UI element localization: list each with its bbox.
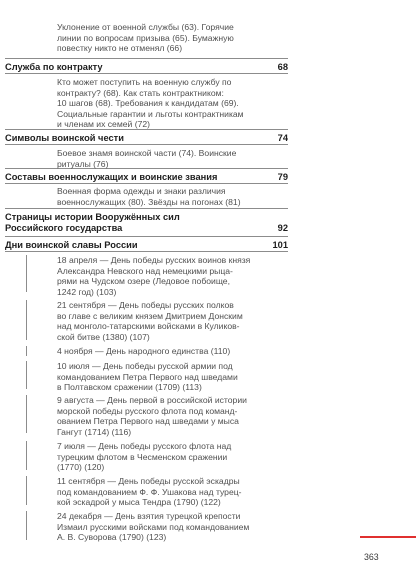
toc-subentry-line: морской победы русского флота под команд- [57, 405, 238, 416]
toc-subentry-line: под командованием Ф. Ф. Ушакова над турец- [57, 486, 242, 497]
toc-subentry[interactable] [30, 361, 288, 393]
divider-rule [5, 144, 288, 145]
toc-subentry-line: Кто может поступить на военную службу по [57, 77, 232, 87]
toc-subentry-line: в Полтавском сражении (1709) (113) [57, 382, 202, 393]
toc-subentry[interactable] [30, 186, 288, 207]
divider-rule [5, 58, 288, 59]
toc-subentry[interactable] [30, 441, 288, 473]
divider-rule [5, 236, 288, 237]
toc-section-title-line: Служба по контракту [5, 62, 103, 72]
toc-section-title-line: Символы воинской чести [5, 133, 124, 143]
toc-page-number[interactable]: 79 [277, 172, 288, 182]
divider-rule [5, 251, 288, 252]
toc-subentry-line: контракту? (68). Как стать контрактником: [57, 87, 224, 98]
entry-indent-bar [26, 255, 27, 292]
toc-subentry-line: турецким флотом в Чесменском сражении [57, 451, 228, 462]
toc-subentry[interactable] [30, 22, 288, 54]
toc-subentry[interactable] [30, 395, 288, 437]
toc-subentry-line: 4 ноября — День народного единства (110) [57, 346, 231, 356]
divider-rule [5, 73, 288, 74]
toc-subentry-line: ской битве (1380) (107) [57, 331, 150, 342]
toc-subentry-line: ритуалы (76) [57, 158, 109, 169]
toc-subentry[interactable] [30, 346, 288, 357]
toc-section-title-line: Составы военнослужащих и воинские звания [5, 172, 218, 182]
toc-subentry-line: военнослужащих (80). Звёзды на погонах (81) [57, 196, 241, 207]
toc-subentry[interactable] [30, 511, 288, 543]
entry-indent-bar [26, 395, 27, 433]
toc-subentry-line: повестку никто не отменял (66) [57, 43, 183, 54]
toc-subentry[interactable] [30, 77, 288, 130]
toc-subentry-line: Измаил русскими войсками под командованием [57, 521, 250, 532]
toc-subentry-line: кой эскадрой у мыса Тендра (1790) (122) [57, 497, 221, 508]
toc-subentry-line: командованием Петра Первого над шведами [57, 371, 238, 382]
divider-rule [5, 183, 288, 184]
toc-subentry-line: линии по вопросам призыва (65). Бумажную [57, 32, 234, 43]
toc-subentry-line: Гангут (1714) (116) [57, 426, 132, 437]
toc-section-title-line: Российского государства [5, 223, 123, 233]
divider-rule [5, 208, 288, 209]
toc-section-title[interactable] [5, 172, 288, 183]
entry-indent-bar [26, 346, 27, 356]
toc-section-title[interactable] [5, 62, 288, 73]
toc-subentry-line: 7 июля — День победы русского флота над [57, 441, 232, 451]
toc-subentry-line: Александра Невского над немецкими рыца- [57, 265, 233, 276]
toc-subentry-line: А. В. Суворова (1790) (123) [57, 532, 167, 543]
toc-subentry-line: 18 апреля — День победы русских воинов князя [57, 255, 251, 265]
toc-subentry-line: (1770) (120) [57, 462, 105, 473]
toc-subentry-line: Уклонение от военной службы (63). Горячие [57, 22, 234, 32]
toc-subentry-line: и членам их семей (72) [57, 119, 150, 130]
entry-indent-bar [26, 441, 27, 470]
toc-section-title[interactable] [5, 240, 288, 251]
entry-indent-bar [26, 300, 27, 340]
toc-subentry-line: 21 сентября — День победы русских полков [57, 300, 234, 310]
toc-subentry-line: рями на Чудском озере (Ледовое побоище, [57, 276, 230, 287]
toc-subentry-line: 9 августа — День первой в российской истории [57, 395, 247, 405]
toc-page-number[interactable]: 101 [272, 240, 288, 250]
toc-subentry-line: над монголо-татарскими войсками в Куликов- [57, 321, 240, 332]
toc-page-number[interactable]: 68 [277, 62, 288, 72]
toc-subentry[interactable] [30, 300, 288, 342]
toc-section-title-line: Страницы истории Вооружённых сил [5, 212, 180, 222]
footer-accent-line [360, 536, 416, 538]
entry-indent-bar [26, 476, 27, 505]
entry-indent-bar [26, 361, 27, 389]
toc-subentry-line: Социальные гарантии и льготы контрактникам [57, 108, 244, 119]
toc-page-number[interactable]: 92 [277, 223, 288, 233]
toc-subentry-line: 11 сентября — День победы русской эскадры [57, 476, 240, 486]
toc-subentry-line: во главе с великим князем Дмитрием Донским [57, 310, 243, 321]
toc-subentry-line: 10 июля — День победы русской армии под [57, 361, 233, 371]
toc-section-title-line: Дни воинской славы России [5, 240, 138, 250]
toc-subentry-line: 10 шагов (68). Требования к кандидатам (69). [57, 98, 239, 109]
toc-page-number[interactable]: 74 [277, 133, 288, 143]
toc-subentry[interactable] [30, 476, 288, 508]
toc-subentry-line: Боевое знамя воинской части (74). Воинские [57, 148, 237, 158]
toc-subentry[interactable] [30, 148, 288, 169]
toc-section-title[interactable] [5, 133, 288, 144]
entry-indent-bar [26, 511, 27, 540]
page-number: 363 [364, 552, 379, 562]
toc-subentry[interactable] [30, 255, 288, 297]
toc-subentry-line: 24 декабря — День взятия турецкой крепости [57, 511, 241, 521]
toc-subentry-line: Военная форма одежды и знаки различия [57, 186, 226, 196]
toc-subentry-line: ованием Петра Первого над шведами у мыса [57, 416, 239, 427]
toc-section-title[interactable] [5, 212, 288, 234]
toc-subentry-line: 1242 год) (103) [57, 286, 117, 297]
